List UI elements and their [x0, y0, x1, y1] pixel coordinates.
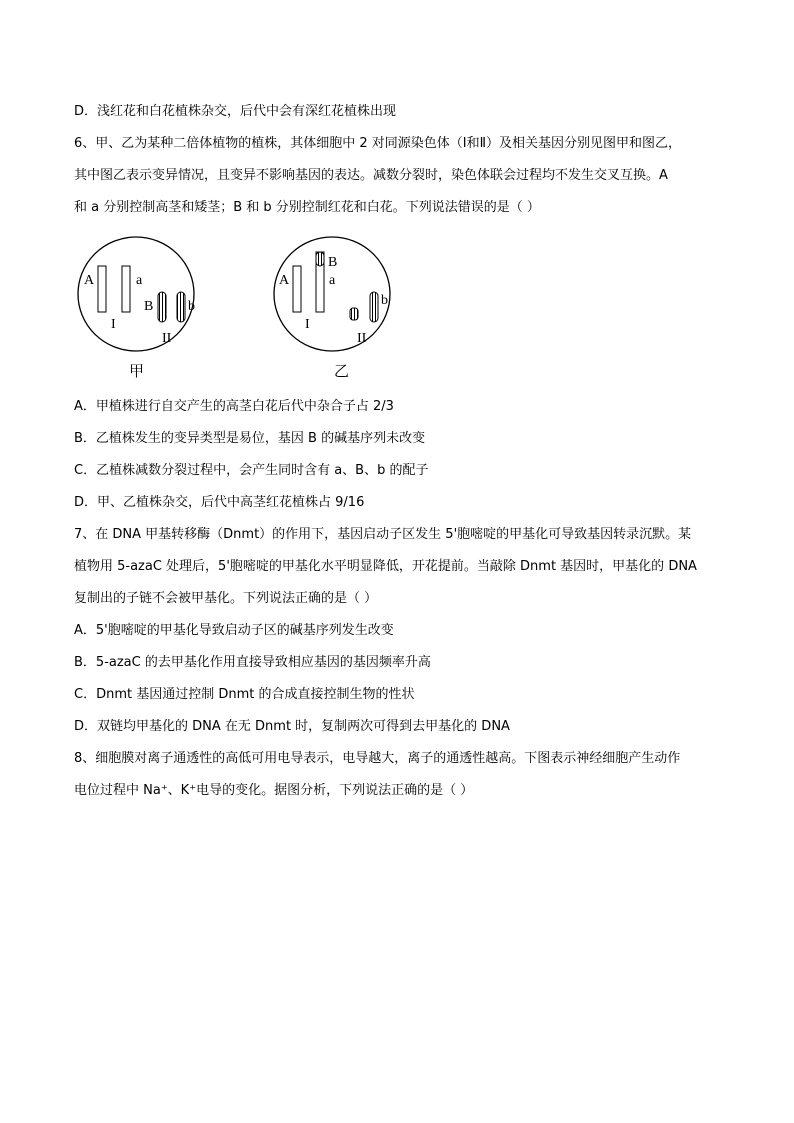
q6-option-c: C．乙植株减数分裂过程中，会产生同时含有 a、B、b 的配子	[74, 463, 429, 478]
cell-jia	[78, 237, 195, 380]
yi-translocated-segment	[316, 252, 324, 266]
chromosome-diagram	[74, 232, 388, 382]
q7-stem-line-2: 植物用 5-azaC 处理后，5'胞嘧啶的甲基化水平明显降低，开花提前。当敲除 Dnmt 基因时，甲基化的 DNA	[74, 559, 697, 574]
q6-stem-line-1: 6、甲、乙为某种二倍体植物的植株，其体细胞中 2 对同源染色体（Ⅰ和Ⅱ）及相关基因分别见图甲和图乙，	[74, 136, 682, 151]
jia-label-a: a	[136, 273, 143, 288]
yi-chromosome-II-right	[370, 292, 378, 322]
yi-caption: 乙	[334, 364, 350, 380]
yi-chromosome-I-left	[293, 266, 301, 312]
q6-option-d: D．甲、乙植株杂交，后代中高茎红花植株占 9/16	[74, 495, 365, 510]
cell-yi	[274, 237, 390, 380]
q6-option-a: A．甲植株进行自交产生的高茎白花后代中杂合子占 2/3	[74, 399, 394, 414]
q7-stem-line-3: 复制出的子链不会被甲基化。下列说法正确的是（ ）	[74, 591, 378, 606]
yi-label-a: a	[329, 273, 336, 288]
q8-stem-line-2: 电位过程中 Na⁺、K⁺电导的变化。据图分析，下列说法正确的是（ ）	[74, 783, 474, 798]
jia-label-A: A	[84, 273, 95, 288]
jia-label-II: II	[162, 331, 172, 346]
q7-option-c: C．Dnmt 基因通过控制 Dnmt 的合成直接控制生物的性状	[74, 687, 415, 702]
q7-stem-line-1: 7、在 DNA 甲基转移酶（Dnmt）的作用下，基因启动子区发生 5'胞嘧啶的甲基化可导致基因转录沉默。某	[74, 527, 692, 542]
q8-stem-line-1: 8、细胞膜对离子通透性的高低可用电导表示，电导越大，离子的通透性越高。下图表示神经细胞产生动作	[74, 751, 681, 766]
q6-stem-line-2: 其中图乙表示变异情况，且变异不影响基因的表达。减数分裂时，染色体联会过程均不发生交叉互换。A	[74, 168, 668, 183]
yi-label-A: A	[279, 273, 290, 288]
jia-label-B: B	[144, 299, 154, 314]
q7-option-a: A．5'胞嘧啶的甲基化导致启动子区的碱基序列发生改变	[74, 623, 394, 638]
yi-label-I: I	[305, 317, 310, 332]
jia-chromosome-I-left	[98, 266, 106, 312]
q7-option-d: D．双链均甲基化的 DNA 在无 Dnmt 时，复制两次可得到去甲基化的 DNA	[74, 719, 510, 734]
jia-chromosome-II-right	[177, 292, 185, 322]
jia-label-b: b	[188, 299, 195, 314]
yi-chromosome-II-left	[350, 308, 358, 320]
jia-chromosome-II-left	[158, 292, 166, 322]
yi-label-b: b	[381, 293, 388, 308]
q5-option-d: D．浅红花和白花植株杂交，后代中会有深红花植株出现	[74, 104, 397, 119]
jia-chromosome-I-right	[122, 266, 130, 312]
q6-stem-line-3: 和 a 分别控制高茎和矮茎；B 和 b 分别控制红花和白花。下列说法错误的是（ ）	[74, 200, 540, 215]
cell-jia-outline	[78, 237, 194, 351]
yi-label-II: II	[357, 331, 367, 346]
q6-option-b: B．乙植株发生的变异类型是易位，基因 B 的碱基序列未改变	[74, 431, 426, 446]
yi-label-B: B	[328, 255, 338, 270]
q7-option-b: B．5-azaC 的去甲基化作用直接导致相应基因的基因频率升高	[74, 655, 431, 670]
jia-caption: 甲	[129, 364, 145, 380]
jia-label-I: I	[111, 317, 116, 332]
q6-figure	[74, 232, 388, 382]
